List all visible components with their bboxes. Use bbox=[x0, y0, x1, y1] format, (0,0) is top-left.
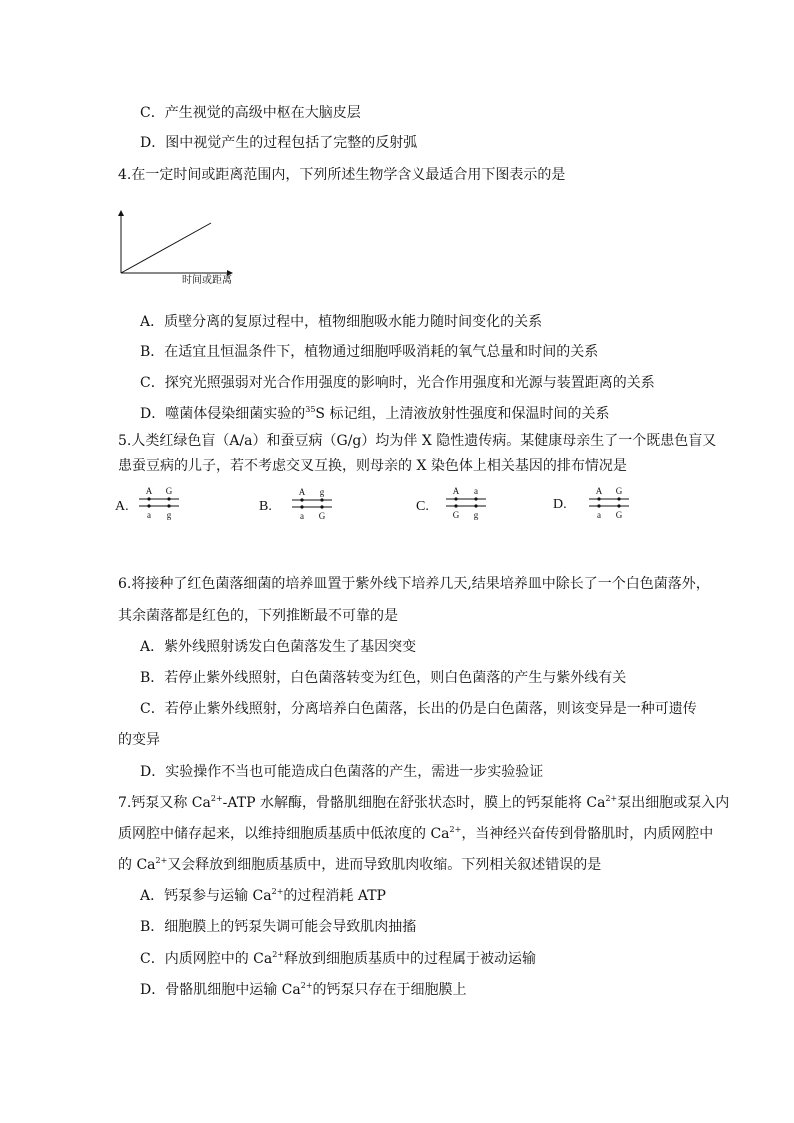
q4-graph-xlabel: 时间或距离 bbox=[182, 275, 232, 286]
q5-option-a-chromosome-diagram: A G a g bbox=[145, 486, 173, 520]
q5-option-b-letter: B. bbox=[259, 499, 272, 514]
q5-stem-line2: 患蚕豆病的儿子，若不考虑交叉互换，则母亲的 X 染色体上相关基因的排布情况是 bbox=[118, 458, 627, 474]
q6-stem-line2: 其余菌落都是红色的，下列推断最不可靠的是 bbox=[118, 608, 398, 624]
q6-option-c-line2: 的变异 bbox=[118, 732, 160, 748]
q6-option-c-line1: C．若停止紫外线照射，分离培养白色菌落，长出的仍是白色菌落，则该变异是一种可遗传 bbox=[140, 701, 697, 717]
q4-stem: 4.在一定时间或距离范围内，下列所述生物学含义最适合用下图表示的是 bbox=[118, 167, 566, 183]
q7-stem-line1: 7.钙泵又称 $Ca^{2+}$-ATP 水解酶，骨骼肌细胞在舒张状态时，膜上的钙泵能将 $Ca^{2+}$泵出细胞或泵入内 bbox=[118, 794, 730, 811]
q4-option-c: C．探究光照强弱对光合作用强度的影响时，光合作用强度和光源与装置距离的关系 bbox=[140, 375, 655, 391]
q6-option-d: D．实验操作不当也可能造成白色菌落的产生，需进一步实验验证 bbox=[140, 764, 544, 780]
q5-option-b-chromosome-diagram: A g a G bbox=[298, 487, 326, 521]
q6-stem-line1: 6.将接种了红色菌落细菌的培养皿置于紫外线下培养几天,结果培养皿中除长了一个白色菌落外， bbox=[118, 576, 710, 592]
q7-option-a: A．钙泵参与运输 $Ca^{2+}$的过程消耗 ATP bbox=[140, 887, 386, 904]
q5-stem-line1: 5.人类红绿色盲（A/a）和蚕豆病（G/g）均为伴 X 隐性遗传病。某健康母亲生了一个既患色盲又 bbox=[118, 433, 717, 449]
trend-line bbox=[121, 223, 211, 273]
q4-option-d: D．噬菌体侵染细菌实验的$^{35}$S 标记组，上清液放射性强度和保温时间的关系 bbox=[140, 405, 610, 422]
q6-option-b: B．若停止紫外线照射，白色菌落转变为红色，则白色菌落的产生与紫外线有关 bbox=[140, 670, 627, 686]
q5-option-c-letter: C. bbox=[416, 499, 429, 514]
q5-option-a-letter: A. bbox=[115, 499, 129, 514]
q3-option-d: D．图中视觉产生的过程包括了完整的反射弧 bbox=[140, 135, 418, 151]
q7-stem-line3: 的 $Ca^{2+}$又会释放到细胞质基质中，进而导致肌肉收缩。下列相关叙述错误的是 bbox=[118, 856, 602, 873]
q5-option-d-letter: D. bbox=[553, 497, 567, 512]
q7-option-b: B．细胞膜上的钙泵失调可能会导致肌肉抽搐 bbox=[140, 919, 417, 935]
q5-option-d-chromosome-diagram: A G a G bbox=[595, 486, 623, 520]
q5-option-c-chromosome-diagram: A a G g bbox=[452, 486, 479, 520]
q7-option-c: C．内质网腔中的 $Ca^{2+}$释放到细胞质基质中的过程属于被动运输 bbox=[140, 950, 537, 967]
q4-option-b: B．在适宜且恒温条件下，植物通过细胞呼吸消耗的氧气总量和时间的关系 bbox=[140, 344, 599, 360]
q3-option-c: C．产生视觉的高级中枢在大脑皮层 bbox=[140, 105, 361, 121]
q7-stem-line2: 质网腔中储存起来，以维持细胞质基质中低浓度的 $Ca^{2+}$，当神经兴奋传到骨骼肌时，内质网腔中 bbox=[118, 825, 714, 842]
q7-option-d: D．骨骼肌细胞中运输 $Ca^{2+}$的钙泵只存在于细胞膜上 bbox=[140, 981, 467, 998]
q4-option-a: A．质壁分离的复原过程中，植物细胞吸水能力随时间变化的关系 bbox=[140, 314, 543, 330]
q6-option-a: A．紫外线照射诱发白色菌落发生了基因突变 bbox=[140, 639, 417, 655]
